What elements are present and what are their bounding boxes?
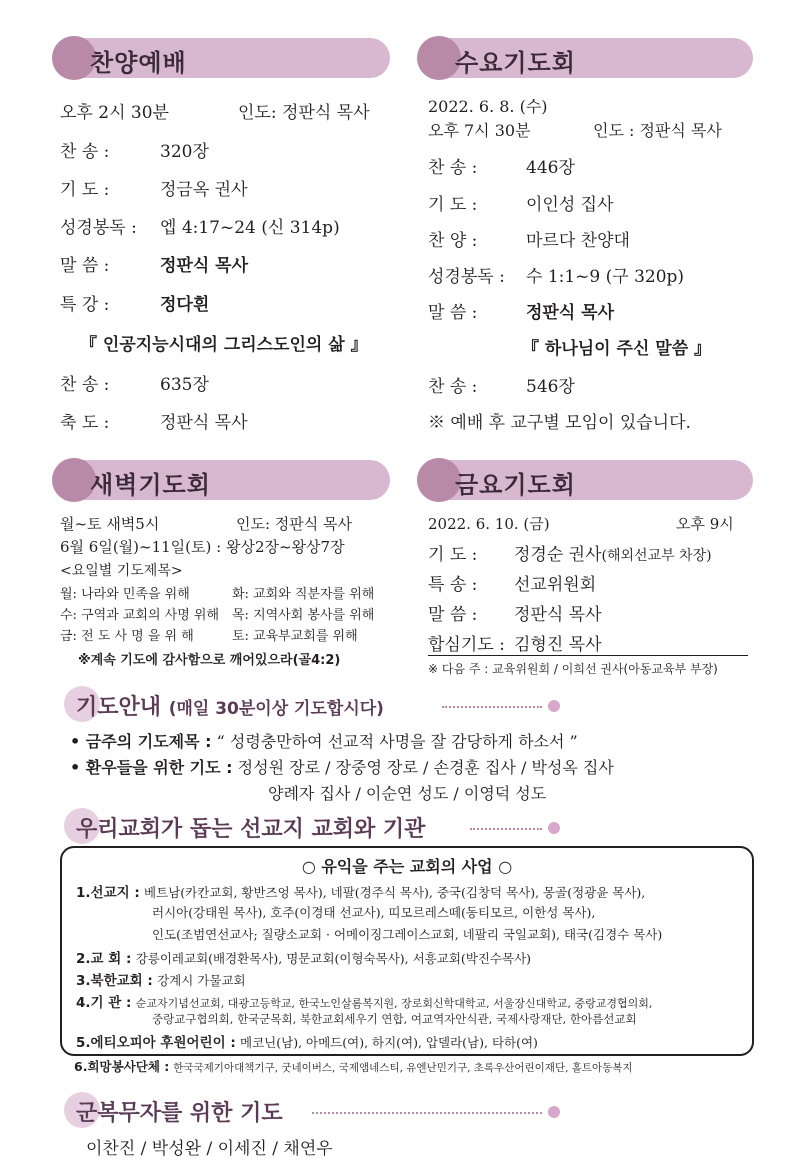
dotted-rule <box>470 828 542 830</box>
weekly-label: • 금주의 기도제목 : <box>70 732 212 751</box>
row-label: 6.희망봉사단체 : <box>74 1059 170 1074</box>
mission-row <box>76 947 531 967</box>
sunday-time: 오후 2시 30분 <box>60 103 169 123</box>
item-value: 마르다 찬양대 <box>526 231 630 251</box>
military-names: 이찬진 / 박성완 / 이세진 / 채연우 <box>86 1139 333 1159</box>
item-value: 정판식 목사 <box>160 256 249 276</box>
item-label: 성경봉독 : <box>428 267 505 287</box>
row-text: 인도(조범연선교사; 질량소교회 · 어메이징그레이스교회, 네팔리 국일교회), 태국(김경수 목사) <box>152 927 663 942</box>
item-value: 선교위원회 <box>514 575 597 595</box>
row-text: 중랑교구협의회, 한국군목회, 북한교회세우기 연합, 여교역자안식관, 국제사랑재단, 한아름선교회 <box>152 1012 637 1026</box>
wednesday-note: ※ 예배 후 교구별 모임이 있습니다. <box>428 413 691 433</box>
sermon-title: 『 하나님이 주신 말씀 』 <box>522 339 712 359</box>
dawn-topic-right: 화: 교회와 직분자를 위해 <box>232 587 375 602</box>
friday-item <box>428 630 602 655</box>
dawn-verse: ※계속 기도에 감사함으로 깨어있으라(골4:2) <box>78 653 341 668</box>
wednesday-item <box>428 226 630 251</box>
sunday-item <box>60 251 248 276</box>
friday-time: 오후 9시 <box>676 515 734 533</box>
friday-item <box>428 540 712 565</box>
item-value: 446장 <box>526 158 575 178</box>
item-label: 말 씀 : <box>60 256 110 276</box>
row-text: 강계시 가물교회 <box>157 973 246 988</box>
item-label: 찬 송 : <box>60 375 110 395</box>
mission-title: 우리교회가 돕는 선교지 교회와 기관 <box>76 817 426 842</box>
item-value: 김형진 목사 <box>514 635 602 655</box>
item-value: 정다흰 <box>160 295 210 315</box>
prayer-title: 기도안내 <box>76 695 162 720</box>
item-label: 합심기도 : <box>428 635 505 655</box>
end-dot <box>548 1106 560 1118</box>
weekly-prayer <box>70 729 578 752</box>
item-label: 찬 송 : <box>428 377 478 397</box>
row-text: 메코닌(남), 아메드(여), 하지(여), 압델라(남), 타하(여) <box>240 1035 538 1050</box>
item-value: 정판식 목사 <box>526 303 615 323</box>
friday-next: ※ 다음 주 : 교육위원회 / 이희선 권사(아동교육부 부장) <box>428 662 718 676</box>
dotted-rule <box>442 706 542 708</box>
lecture-title: 『 인공지능시대의 그리스도인의 삶 』 <box>80 335 368 355</box>
mission-row <box>76 991 652 1011</box>
row-text: 한국국제기아대책기구, 굿네이버스, 국제앰네스티, 유엔난민기구, 초록우산어린이재단, 홀트아동복지 <box>173 1062 633 1074</box>
item-label: 찬 송 : <box>60 142 110 162</box>
dawn-range: 6월 6일(월)~11일(토) : 왕상2장~왕상7장 <box>60 538 345 556</box>
prayer-heading <box>76 690 384 721</box>
row-label: 3.북한교회 : <box>76 973 153 989</box>
sick-line2: 양례자 집사 / 이순연 성도 / 이영덕 성도 <box>268 784 547 803</box>
row-label: 5.에티오피아 후원어린이 : <box>76 1035 236 1051</box>
item-value: 정판식 목사 <box>514 605 602 625</box>
item-value: 635장 <box>160 375 209 395</box>
item-value: 정금옥 권사 <box>160 180 248 200</box>
sunday-item <box>60 370 209 395</box>
row-label: 1.선교지 : <box>76 885 140 901</box>
item-label: 기 도 : <box>60 180 110 200</box>
item-label: 성경봉독 : <box>60 218 137 238</box>
row-text: 순교자기념선교회, 대광고등학교, 한국노인살롬복지원, 장로회신학대학교, 서울장신대학교, 중랑교경협의회, <box>135 997 653 1010</box>
wednesday-item <box>428 153 575 178</box>
row-label: 4.기 관 : <box>76 995 132 1011</box>
item-label: 기 도 : <box>428 545 478 565</box>
item-label: 축 도 : <box>60 413 110 433</box>
row-label: 2.교 회 : <box>76 951 132 967</box>
dawn-topics-header: <요일별 기도제목> <box>60 563 183 579</box>
wednesday-title: 수요기도회 <box>455 49 576 77</box>
end-dot <box>548 700 560 712</box>
item-label: 기 도 : <box>428 195 478 215</box>
friday-date: 2022. 6. 10. (금) <box>428 515 550 533</box>
wednesday-item <box>428 298 614 323</box>
dawn-topic-right: 토: 교육부교회를 위해 <box>232 629 358 644</box>
sick-line1: 정성원 장로 / 장중영 장로 / 손경훈 집사 / 박성옥 집사 <box>237 758 614 777</box>
row-text: 베트남(카칸교회, 황반즈엉 목사), 네팔(경주식 목사), 중국(김창덕 목사), 몽골(정광윤 목사), <box>144 885 646 900</box>
friday-item <box>428 570 596 595</box>
item-value: 이인성 집사 <box>526 195 614 215</box>
end-dot <box>548 822 560 834</box>
section-header-dawn <box>60 460 390 500</box>
item-label: 찬 송 : <box>428 158 478 178</box>
mission-row <box>74 1057 633 1075</box>
item-label: 특 송 : <box>428 575 478 595</box>
mission-row <box>76 881 645 901</box>
mission-box <box>60 846 754 1056</box>
sunday-item <box>60 290 209 315</box>
sunday-leader: 인도: 정판식 목사 <box>238 103 370 123</box>
wednesday-date: 2022. 6. 8. (수) <box>428 97 548 116</box>
item-label: 특 강 : <box>60 295 110 315</box>
wednesday-leader: 인도 : 정판식 목사 <box>593 121 722 140</box>
dawn-topic-right: 목: 지역사회 봉사를 위해 <box>232 608 375 623</box>
sunday-item <box>60 137 209 162</box>
sunday-item <box>60 408 248 433</box>
row-text: 러시아(강태원 목사), 호주(이경태 선교사), 띠모르레스떼(동티모르, 이한성 목사), <box>152 905 596 920</box>
row-text: 강릉이레교회(배경환목사), 명문교회(이형숙목사), 서흥교회(박진수목사) <box>135 951 532 966</box>
item-value: 546장 <box>526 377 575 397</box>
dawn-leader: 인도: 정판식 목사 <box>236 515 353 533</box>
wednesday-item <box>428 372 575 397</box>
sunday-title: 찬양예배 <box>90 49 187 77</box>
dawn-topic-left: 금: 전 도 사 명 을 위 해 <box>60 629 194 644</box>
item-extra: (해외선교부 차장) <box>601 548 712 564</box>
item-label: 말 씀 : <box>428 303 478 323</box>
item-value: 엡 4:17~24 (신 314p) <box>160 218 340 238</box>
prayer-subtitle: (매일 30분이상 기도합시다) <box>168 699 384 719</box>
dawn-topic-left: 월: 나라와 민족을 위해 <box>60 587 190 602</box>
military-title: 군복무자를 위한 기도 <box>76 1101 283 1126</box>
mission-row <box>76 969 246 989</box>
dawn-days: 월~토 새벽5시 <box>60 515 160 533</box>
dotted-rule <box>312 1112 542 1114</box>
wednesday-item <box>428 190 614 215</box>
item-value: 정판식 목사 <box>160 413 248 433</box>
item-value: 정경순 권사 <box>514 545 602 565</box>
dawn-title: 새벽기도회 <box>90 471 211 499</box>
wednesday-item <box>428 262 684 287</box>
dawn-topic-left: 수: 구역과 교회의 사명 위해 <box>60 608 220 623</box>
section-header-friday <box>425 460 753 500</box>
sick-label: • 환우들을 위한 기도 : <box>70 758 233 777</box>
box-title: ○ 유익을 주는 교회의 사업 ○ <box>301 857 513 876</box>
item-value: 수 1:1~9 (구 320p) <box>526 267 685 287</box>
mission-row <box>76 1031 538 1051</box>
wednesday-time: 오후 7시 30분 <box>428 121 531 140</box>
weekly-text: “ 성령충만하여 선교적 사명을 잘 감당하게 하소서 ” <box>216 732 578 751</box>
section-header-sunday <box>60 38 390 78</box>
sunday-item <box>60 175 248 200</box>
friday-title: 금요기도회 <box>455 471 576 499</box>
sunday-item <box>60 213 340 238</box>
item-label: 찬 양 : <box>428 231 478 251</box>
sick-prayer <box>70 755 614 778</box>
divider <box>428 655 748 656</box>
friday-item <box>428 600 602 625</box>
item-label: 말 씀 : <box>428 605 478 625</box>
item-value: 320장 <box>160 142 209 162</box>
section-header-wednesday <box>425 38 753 78</box>
